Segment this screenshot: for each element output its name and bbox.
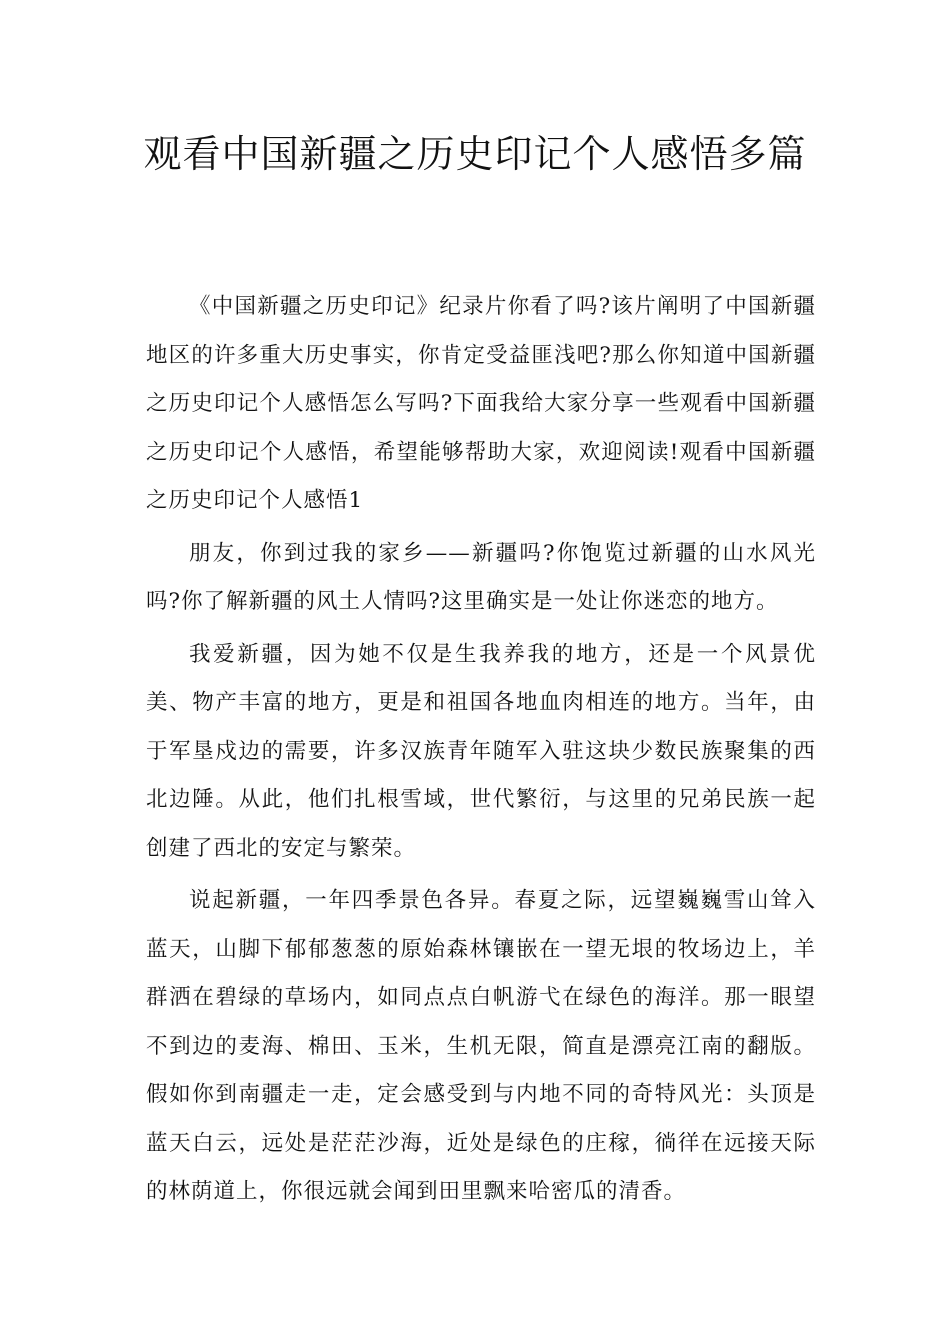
paragraph-seasons: 说起新疆，一年四季景色各异。春夏之际，远望巍巍雪山耸入蓝天，山脚下郁郁葱葱的原始森林镶嵌在一望无垠的牧场边上，羊群洒在碧绿的草场内，如同点点白帆游弋在绿色的海洋。那一眼望不到边的麦海、棉田、玉米，生机无限，简直是漂亮江南的翻版。假如你到南疆走一走，定会感受到与内地不同的奇特风光：头顶是蓝天白云，远处是茫茫沙海，近处是绿色的庄稼，徜徉在远接天际的林荫道上，你很远就会闻到田里飘来哈密瓜的清香。: [146, 888, 816, 1204]
document-title: 观看中国新疆之历史印记个人感悟多篇: [143, 132, 807, 176]
document-body: [146, 283, 816, 1221]
paragraph-hometown: 朋友，你到过我的家乡——新疆吗?你饱览过新疆的山水风光吗?你了解新疆的风土人情吗?这里确实是一处让你迷恋的地方。: [146, 540, 816, 614]
paragraph-intro: 《中国新疆之历史印记》纪录片你看了吗?该片阐明了中国新疆地区的许多重大历史事实，你肯定受益匪浅吧?那么你知道中国新疆之历史印记个人感悟怎么写吗?下面我给大家分享一些观看中国新疆之历史印记个人感悟，希望能够帮助大家，欢迎阅读!观看中国新疆之历史印记个人感悟1: [146, 294, 816, 513]
paragraph-love-xinjiang: 我爱新疆，因为她不仅是生我养我的地方，还是一个风景优美、物产丰富的地方，更是和祖国各地血肉相连的地方。当年，由于军垦戍边的需要，许多汉族青年随军入驻这块少数民族聚集的西北边陲。从此，他们扎根雪域，世代繁衍，与这里的兄弟民族一起创建了西北的安定与繁荣。: [146, 641, 816, 861]
